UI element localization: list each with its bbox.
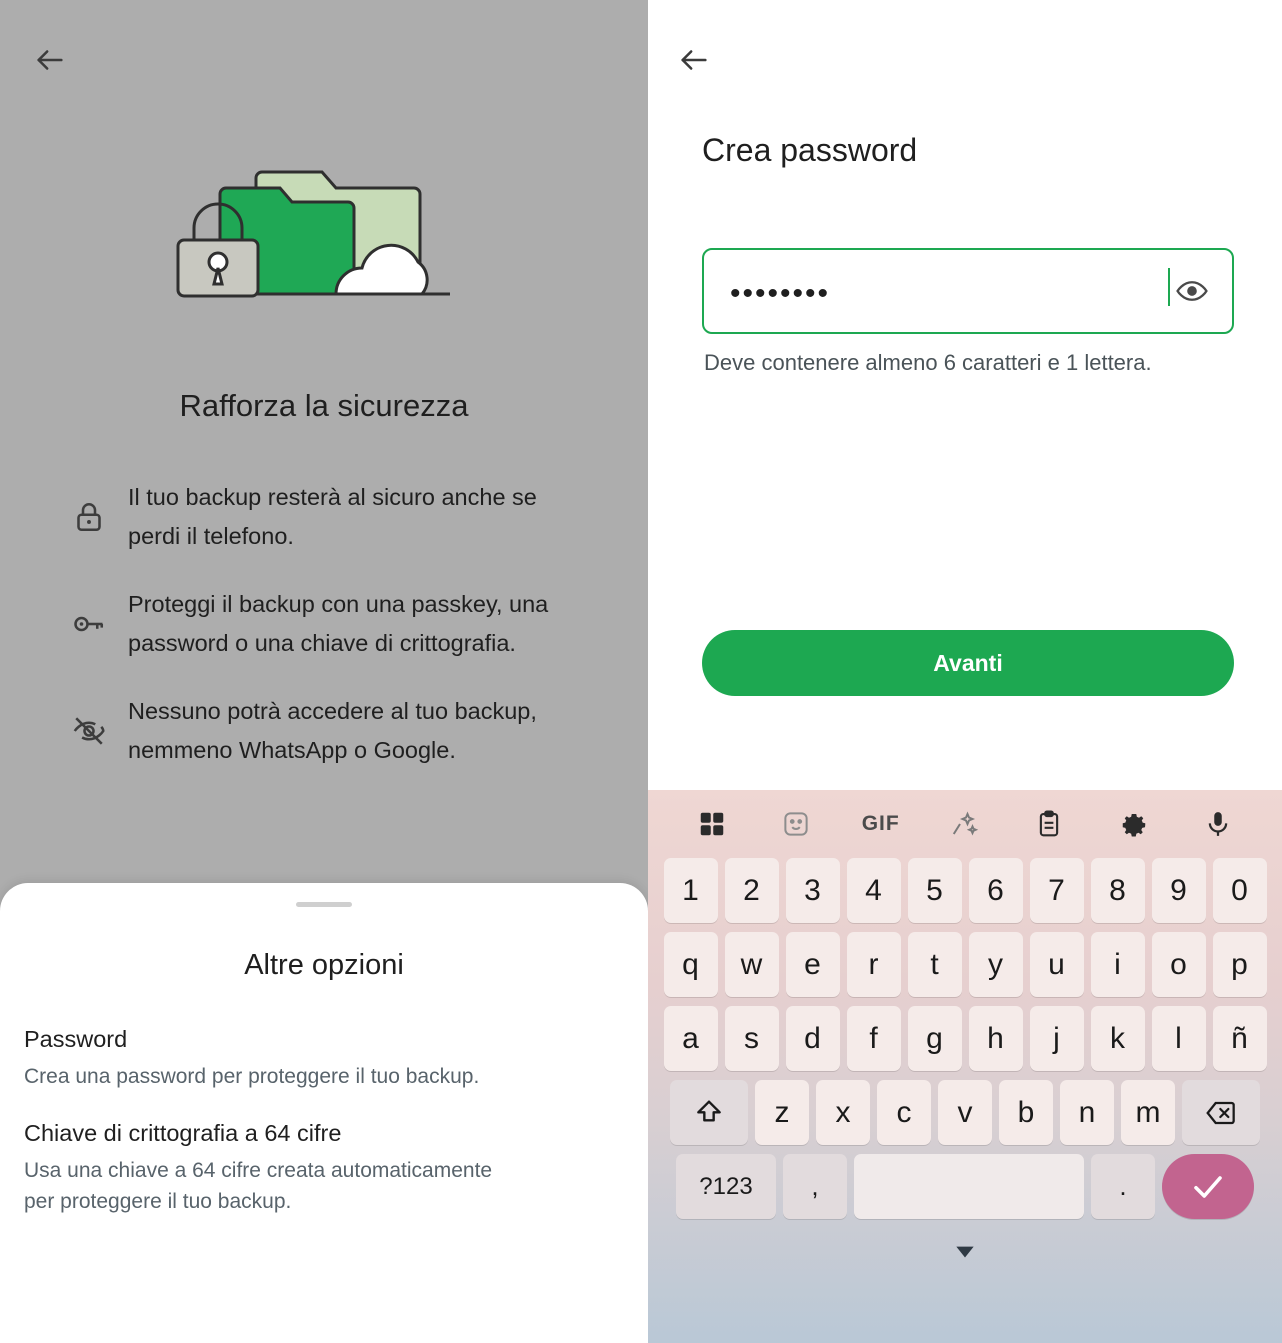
eye-icon[interactable] bbox=[1170, 269, 1214, 313]
keyboard-row-1 bbox=[648, 932, 1282, 997]
key-5[interactable]: 5 bbox=[908, 858, 962, 923]
key-s[interactable]: s bbox=[725, 1006, 779, 1071]
right-screen bbox=[648, 0, 1282, 1343]
key-n[interactable]: n bbox=[1060, 1080, 1114, 1145]
magic-wand-icon[interactable] bbox=[923, 809, 1007, 839]
key-enye[interactable]: ñ bbox=[1213, 1006, 1267, 1071]
key-icon bbox=[50, 606, 128, 642]
backspace-icon[interactable] bbox=[1182, 1080, 1260, 1145]
options-list bbox=[0, 1024, 648, 1217]
benefit-text: Proteggi il backup con una passkey, una password o una chiave di crittografia. bbox=[128, 590, 549, 657]
sticker-icon[interactable] bbox=[754, 809, 838, 839]
key-j[interactable]: j bbox=[1030, 1006, 1084, 1071]
password-value: •••••••• bbox=[730, 277, 831, 310]
next-button[interactable]: Avanti bbox=[702, 630, 1234, 696]
back-arrow-icon[interactable] bbox=[22, 32, 78, 88]
key-y[interactable]: y bbox=[969, 932, 1023, 997]
key-8[interactable]: 8 bbox=[1091, 858, 1145, 923]
keyboard-toolbar bbox=[648, 790, 1282, 858]
option-description: Crea una password per proteggere il tuo backup. bbox=[24, 1064, 480, 1088]
other-options-sheet bbox=[0, 883, 648, 1343]
option-description: Usa una chiave a 64 cifre creata automaticamente per proteggere il tuo backup. bbox=[24, 1158, 493, 1213]
key-i[interactable]: i bbox=[1091, 932, 1145, 997]
option-password[interactable] bbox=[24, 1024, 626, 1092]
key-comma[interactable]: , bbox=[783, 1154, 847, 1219]
benefit-text: Il tuo backup resterà al sicuro anche se perdi il telefono. bbox=[128, 484, 537, 550]
gif-icon[interactable]: GIF bbox=[861, 812, 900, 835]
gear-icon[interactable] bbox=[1091, 809, 1175, 839]
key-q[interactable]: q bbox=[664, 932, 718, 997]
text-caret bbox=[1168, 268, 1170, 306]
key-period[interactable]: . bbox=[1091, 1154, 1155, 1219]
option-title: Chiave di crittografia a 64 cifre bbox=[24, 1119, 342, 1146]
key-p[interactable]: p bbox=[1213, 932, 1267, 997]
key-7[interactable]: 7 bbox=[1030, 858, 1084, 923]
key-h[interactable]: h bbox=[969, 1006, 1023, 1071]
key-9[interactable]: 9 bbox=[1152, 858, 1206, 923]
key-x[interactable]: x bbox=[816, 1080, 870, 1145]
key-6[interactable]: 6 bbox=[969, 858, 1023, 923]
benefits-list bbox=[50, 478, 608, 799]
key-a[interactable]: a bbox=[664, 1006, 718, 1071]
on-screen-keyboard bbox=[648, 790, 1282, 1343]
keyboard-row-3 bbox=[648, 1080, 1282, 1145]
microphone-icon[interactable] bbox=[1176, 809, 1260, 839]
key-v[interactable]: v bbox=[938, 1080, 992, 1145]
page-title: Rafforza la sicurezza bbox=[179, 388, 469, 423]
key-c[interactable]: c bbox=[877, 1080, 931, 1145]
page-title: Crea password bbox=[702, 132, 918, 168]
option-title: Password bbox=[24, 1026, 128, 1052]
key-b[interactable]: b bbox=[999, 1080, 1053, 1145]
key-r[interactable]: r bbox=[847, 932, 901, 997]
key-3[interactable]: 3 bbox=[786, 858, 840, 923]
keyboard-row-bottom bbox=[648, 1154, 1282, 1219]
backup-lock-cloud-illustration bbox=[0, 150, 648, 340]
key-l[interactable]: l bbox=[1152, 1006, 1206, 1071]
key-t[interactable]: t bbox=[908, 932, 962, 997]
keyboard-row-2 bbox=[648, 1006, 1282, 1071]
benefit-item bbox=[50, 692, 608, 771]
key-1[interactable]: 1 bbox=[664, 858, 718, 923]
key-w[interactable]: w bbox=[725, 932, 779, 997]
clipboard-icon[interactable] bbox=[1007, 809, 1091, 839]
lock-icon bbox=[50, 499, 128, 535]
key-f[interactable]: f bbox=[847, 1006, 901, 1071]
key-4[interactable]: 4 bbox=[847, 858, 901, 923]
key-2[interactable]: 2 bbox=[725, 858, 779, 923]
key-g[interactable]: g bbox=[908, 1006, 962, 1071]
key-d[interactable]: d bbox=[786, 1006, 840, 1071]
key-0[interactable]: 0 bbox=[1213, 858, 1267, 923]
keyboard-row-numbers bbox=[648, 858, 1282, 923]
key-u[interactable]: u bbox=[1030, 932, 1084, 997]
eye-off-icon bbox=[50, 713, 128, 749]
sheet-title: Altre opzioni bbox=[244, 949, 404, 981]
password-hint: Deve contenere almeno 6 caratteri e 1 lettera. bbox=[704, 350, 1152, 375]
benefit-text: Nessuno potrà accedere al tuo backup, nemmeno WhatsApp o Google. bbox=[128, 697, 537, 764]
sheet-drag-handle[interactable] bbox=[296, 902, 352, 907]
symbols-key[interactable]: ?123 bbox=[676, 1154, 776, 1219]
key-e[interactable]: e bbox=[786, 932, 840, 997]
key-k[interactable]: k bbox=[1091, 1006, 1145, 1071]
collapse-keyboard-icon[interactable] bbox=[648, 1228, 1282, 1274]
key-m[interactable]: m bbox=[1121, 1080, 1175, 1145]
check-icon[interactable] bbox=[1162, 1154, 1254, 1219]
space-key[interactable] bbox=[854, 1154, 1084, 1219]
benefit-item bbox=[50, 585, 608, 664]
back-arrow-icon[interactable] bbox=[666, 32, 722, 88]
key-z[interactable]: z bbox=[755, 1080, 809, 1145]
shift-icon[interactable] bbox=[670, 1080, 748, 1145]
grid-icon[interactable] bbox=[670, 809, 754, 839]
option-encryption-key[interactable] bbox=[24, 1118, 626, 1217]
key-o[interactable]: o bbox=[1152, 932, 1206, 997]
password-input[interactable] bbox=[702, 248, 1234, 334]
benefit-item bbox=[50, 478, 608, 557]
